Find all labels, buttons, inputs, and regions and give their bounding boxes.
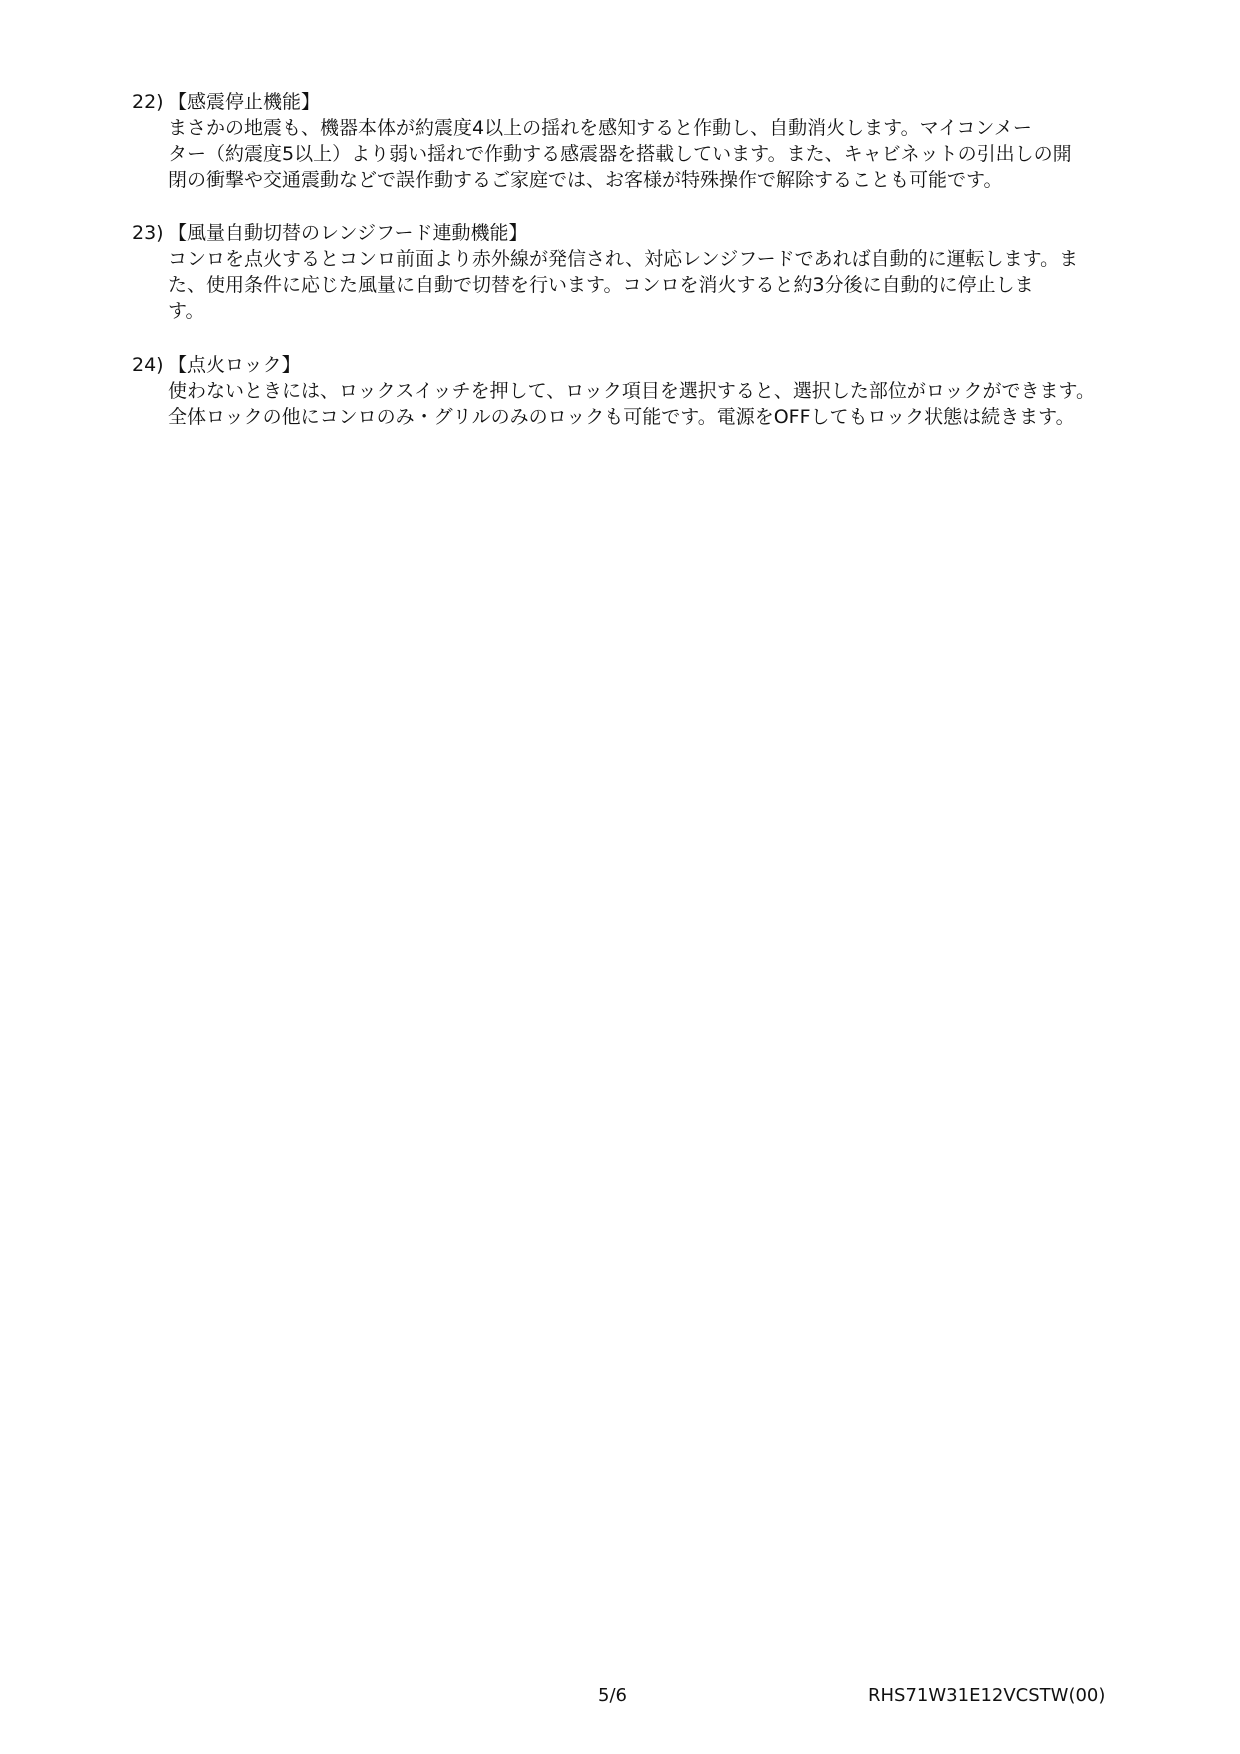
section-title: 【感震停止機能】 <box>168 91 321 113</box>
section-body-line: 全体ロックの他にコンロのみ・グリルのみのロックも可能です。電源をOFFしてもロック状態は続きます。 <box>168 406 1075 428</box>
section-body-line: 使わないときには、ロックスイッチを押して、ロック項目を選択すると、選択した部位がロックができます。 <box>168 380 1096 402</box>
section-body-line: ター（約震度5以上）より弱い揺れで作動する感震器を搭載しています。また、キャビネットの引出しの開 <box>168 143 1072 165</box>
page-number: 5/6 <box>598 1685 627 1706</box>
section-body-line: 閉の衝撃や交通震動などで誤作動するご家庭では、お客様が特殊操作で解除することも可能です。 <box>168 169 1003 191</box>
section-24-ignition-lock <box>132 352 1182 430</box>
section-body-line: まさかの地震も、機器本体が約震度4以上の揺れを感知すると作動し、自動消火します。マイコンメー <box>168 117 1032 139</box>
section-number: 23) <box>132 222 164 244</box>
section-title: 【風量自動切替のレンジフード連動機能】 <box>168 222 528 244</box>
section-body-line: す。 <box>168 300 205 322</box>
section-heading <box>132 352 1182 378</box>
section-heading <box>132 89 1182 115</box>
section-title: 【点火ロック】 <box>168 354 301 376</box>
section-heading <box>132 220 1182 246</box>
section-22-seismic-stop <box>132 89 1182 193</box>
document-code: RHS71W31E12VCSTW(00) <box>868 1685 1106 1706</box>
section-23-range-hood-link <box>132 220 1182 324</box>
section-body-line: コンロを点火するとコンロ前面より赤外線が発信され、対応レンジフードであれば自動的に運転します。ま <box>168 248 1079 270</box>
section-number: 24) <box>132 354 164 376</box>
section-number: 22) <box>132 91 164 113</box>
section-body-line: た、使用条件に応じた風量に自動で切替を行います。コンロを消火すると約3分後に自動的に停止しま <box>168 274 1034 296</box>
